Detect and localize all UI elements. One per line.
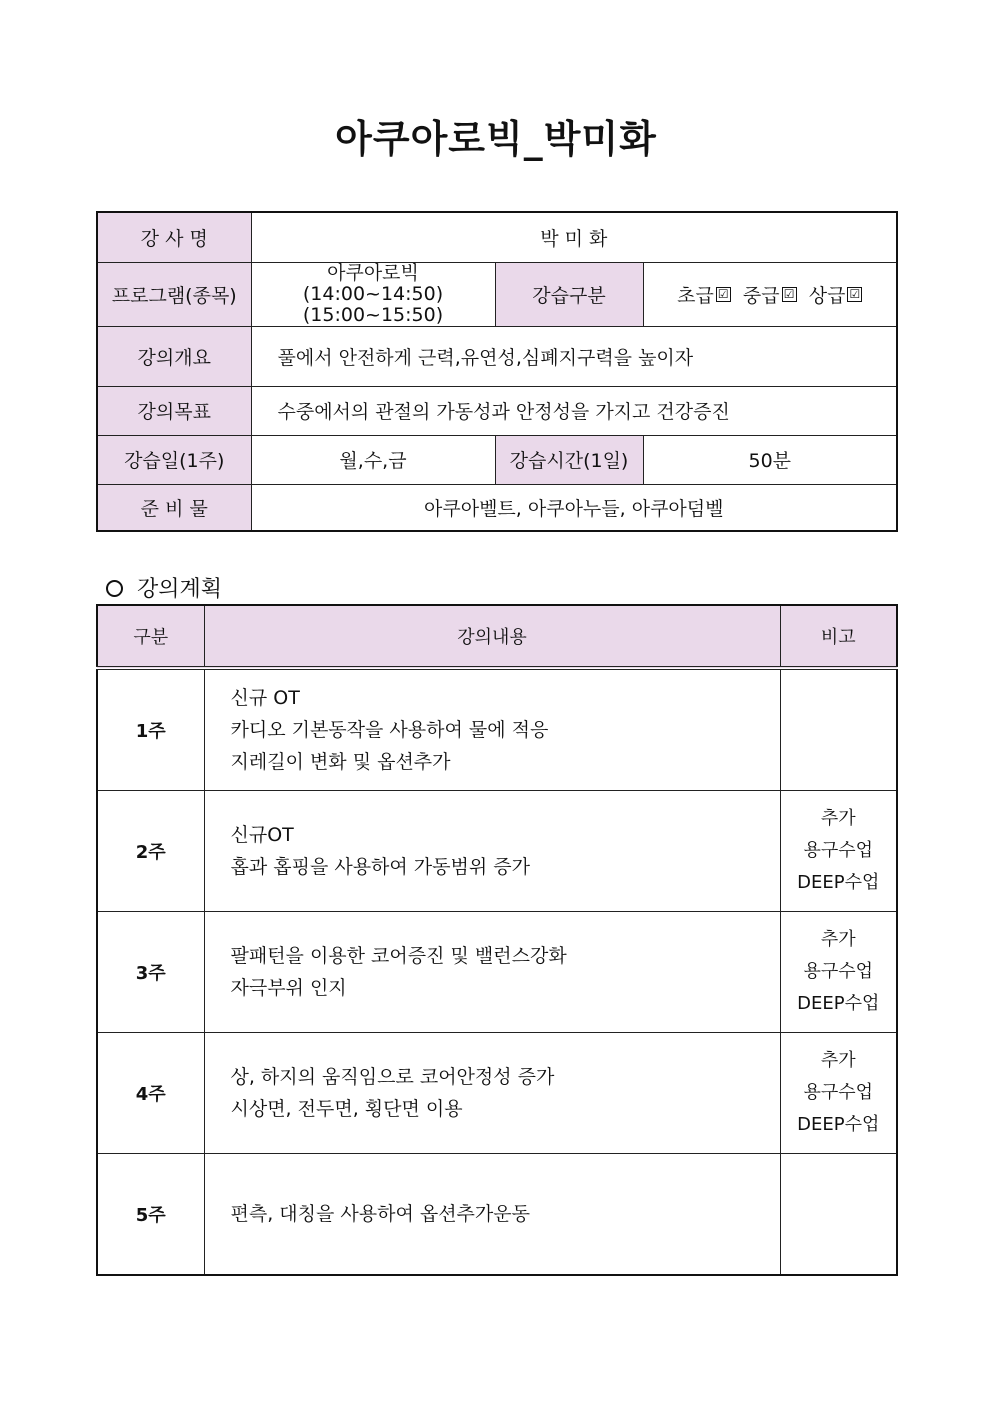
schedule-row bbox=[97, 435, 897, 484]
program-time-1: (14:00~14:50) bbox=[302, 282, 444, 305]
content-line: 상, 하지의 움직임으로 코어안정성 증가 bbox=[230, 1066, 555, 1088]
content-line: 지레길이 변화 및 옵션추가 bbox=[230, 751, 451, 773]
program-value bbox=[251, 262, 495, 326]
content-cell bbox=[204, 791, 780, 912]
note-line: 용구수업 bbox=[803, 961, 874, 982]
note-cell bbox=[780, 668, 897, 791]
note-cell bbox=[780, 791, 897, 912]
level-intermediate: 중급 bbox=[742, 284, 780, 307]
overview-label: 강의개요 bbox=[97, 326, 251, 386]
content-line: 자극부위 인지 bbox=[230, 977, 347, 999]
content-line: 홉과 홉핑을 사용하여 가동범위 증가 bbox=[230, 856, 530, 878]
note-line: 추가 bbox=[820, 808, 856, 829]
note-line: 용구수업 bbox=[803, 840, 874, 861]
table-row bbox=[97, 668, 897, 791]
note-cell bbox=[780, 1154, 897, 1276]
days-label: 강습일(1주) bbox=[97, 435, 251, 484]
header-content: 강의내용 bbox=[204, 605, 780, 668]
goal-label: 강의목표 bbox=[97, 386, 251, 435]
week-cell: 1주 bbox=[97, 668, 204, 791]
note-line: DEEP수업 bbox=[797, 872, 880, 893]
program-label: 프로그램(종목) bbox=[97, 262, 251, 326]
content-line: 신규 OT bbox=[230, 687, 300, 709]
content-cell bbox=[204, 1033, 780, 1154]
beginner-check-icon: ☑ bbox=[716, 287, 731, 302]
program-row bbox=[97, 262, 897, 326]
time-value: 50분 bbox=[643, 435, 897, 484]
table-row bbox=[97, 1033, 897, 1154]
advanced-check-icon: ☑ bbox=[847, 287, 862, 302]
header-week: 구분 bbox=[97, 605, 204, 668]
goal-value: 수중에서의 관절의 가동성과 안정성을 가지고 건강증진 bbox=[251, 386, 897, 435]
table-row bbox=[97, 791, 897, 912]
note-line: DEEP수업 bbox=[797, 993, 880, 1014]
supplies-value: 아쿠아벨트, 아쿠아누들, 아쿠아덤벨 bbox=[251, 484, 897, 531]
instructor-label: 강 사 명 bbox=[97, 212, 251, 262]
program-time-2: (15:00~15:50) bbox=[302, 303, 444, 326]
document-title: 아쿠아로빅_박미화 bbox=[335, 117, 657, 161]
goal-row bbox=[97, 386, 897, 435]
level-advanced: 상급 bbox=[808, 284, 846, 307]
level-value bbox=[643, 262, 897, 326]
content-line: 신규OT bbox=[230, 824, 294, 846]
level-label: 강습구분 bbox=[495, 262, 643, 326]
instructor-value: 박 미 화 bbox=[251, 212, 897, 262]
section-heading bbox=[106, 572, 222, 603]
content-cell bbox=[204, 912, 780, 1033]
content-line: 편측, 대칭을 사용하여 옵션추가운동 bbox=[230, 1203, 530, 1225]
course-info-table bbox=[96, 211, 898, 532]
week-cell: 4주 bbox=[97, 1033, 204, 1154]
content-cell bbox=[204, 668, 780, 791]
overview-row bbox=[97, 326, 897, 386]
note-line: 용구수업 bbox=[803, 1082, 874, 1103]
time-label: 강습시간(1일) bbox=[495, 435, 643, 484]
lecture-plan-table bbox=[96, 604, 898, 1276]
note-line: 추가 bbox=[820, 1050, 856, 1071]
intermediate-check-icon: ☑ bbox=[782, 287, 797, 302]
supplies-label: 준 비 물 bbox=[97, 484, 251, 531]
content-line: 팔패턴을 이용한 코어증진 및 밸런스강화 bbox=[230, 945, 567, 967]
table-row bbox=[97, 1154, 897, 1276]
overview-value: 풀에서 안전하게 근력,유연성,심폐지구력을 높이자 bbox=[251, 326, 897, 386]
table-row bbox=[97, 912, 897, 1033]
note-line: DEEP수업 bbox=[797, 1114, 880, 1135]
program-name: 아쿠아로빅 bbox=[327, 261, 419, 284]
level-beginner: 초급 bbox=[677, 284, 714, 307]
week-cell: 3주 bbox=[97, 912, 204, 1033]
supplies-row bbox=[97, 484, 897, 531]
days-value: 월,수,금 bbox=[251, 435, 495, 484]
section-title: 강의계획 bbox=[137, 577, 223, 602]
content-line: 시상면, 전두면, 횡단면 이용 bbox=[230, 1098, 463, 1120]
content-cell bbox=[204, 1154, 780, 1276]
note-cell bbox=[780, 1033, 897, 1154]
header-note: 비고 bbox=[780, 605, 897, 668]
content-line: 카디오 기본동작을 사용하여 물에 적응 bbox=[230, 719, 549, 741]
week-cell: 2주 bbox=[97, 791, 204, 912]
note-cell bbox=[780, 912, 897, 1033]
note-line: 추가 bbox=[820, 929, 856, 950]
week-cell: 5주 bbox=[97, 1154, 204, 1276]
plan-header-row bbox=[97, 605, 897, 668]
instructor-row bbox=[97, 212, 897, 262]
circle-bullet-icon bbox=[106, 580, 123, 597]
